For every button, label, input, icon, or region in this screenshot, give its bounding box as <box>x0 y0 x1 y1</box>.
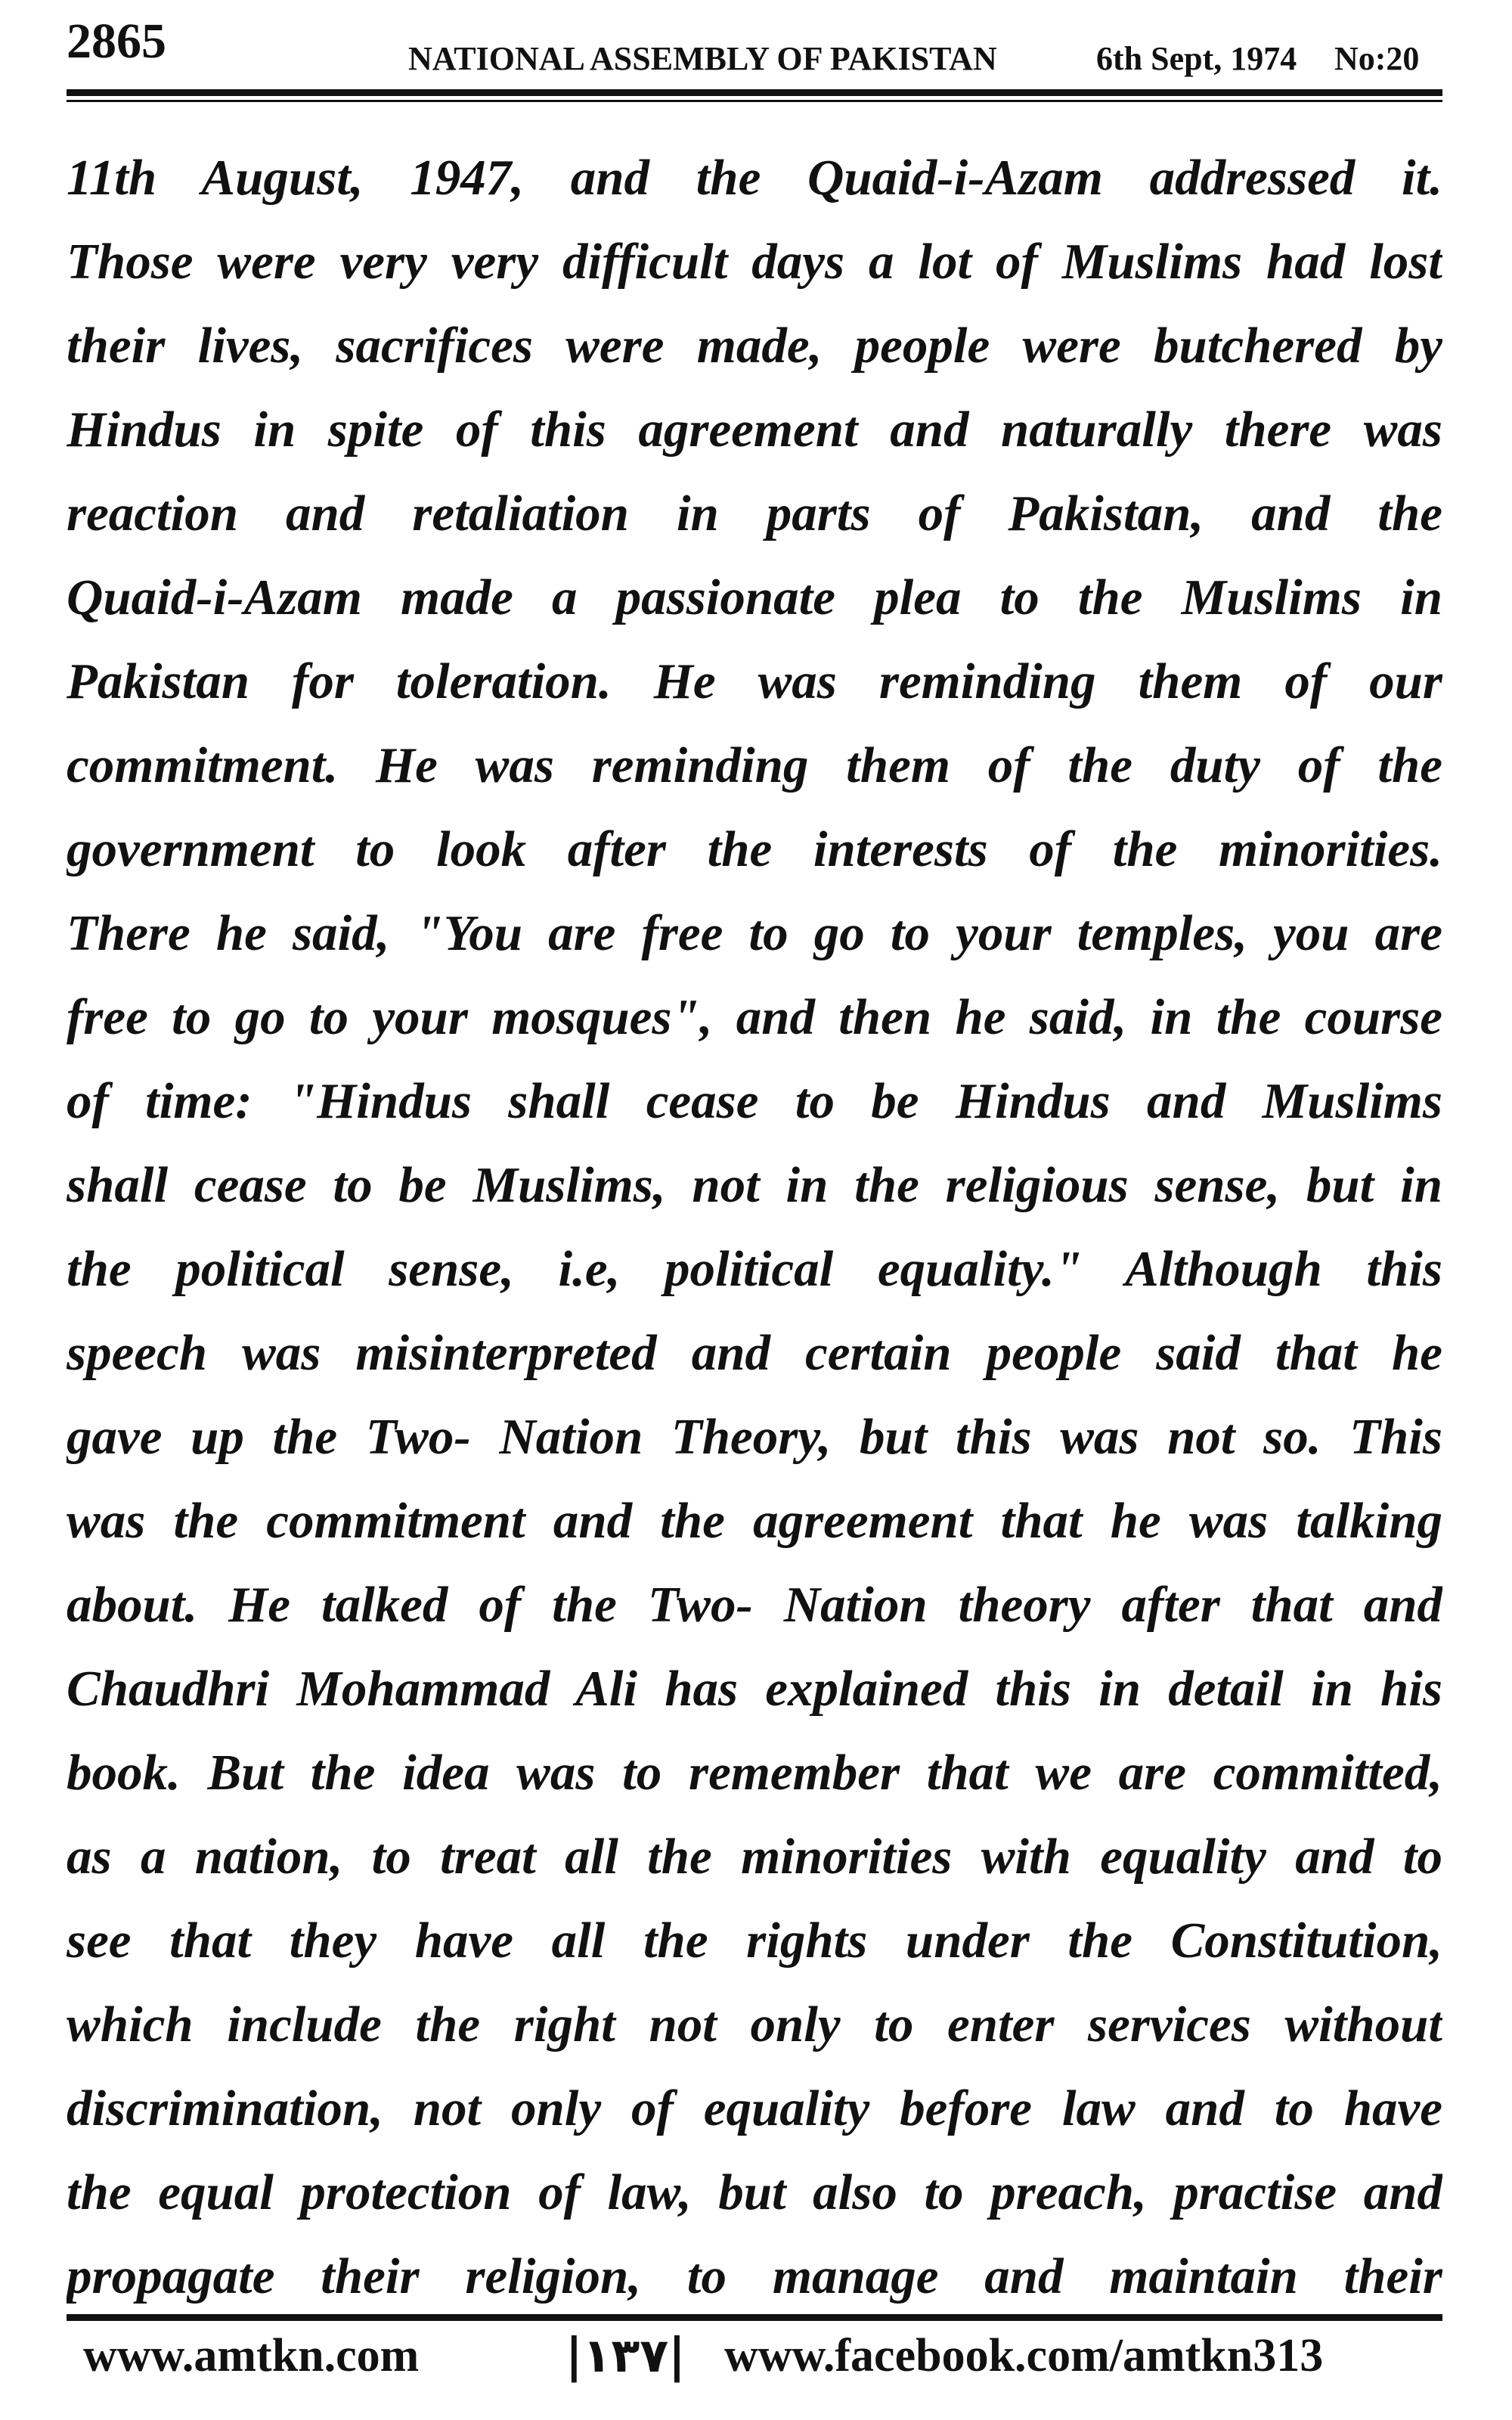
text-line: government to look after the interests of the minorities. <box>67 821 1442 877</box>
session-date: 6th Sept, 1974 <box>1096 40 1297 77</box>
header-rule-thin <box>67 100 1442 102</box>
text-line: Those were very very difficult days a lot of Muslims had lost <box>67 234 1442 290</box>
page-number: 2865 <box>67 14 166 69</box>
page-footer <box>67 2322 1442 2390</box>
text-line: about. He talked of the Two- Nation theory after that and <box>67 1577 1442 1633</box>
footer-rule <box>67 2314 1442 2321</box>
publication-title: NATIONAL ASSEMBLY OF PAKISTAN <box>408 40 997 77</box>
text-line: the political sense, i.e, political equality." Although this <box>67 1241 1442 1297</box>
text-line: discrimination, not only of equality before law and to have <box>67 2080 1442 2136</box>
text-line: see that they have all the rights under the Constitution, <box>67 1913 1442 1969</box>
text-line: gave up the Two- Nation Theory, but this was not so. This <box>67 1409 1442 1465</box>
issue-number: No:20 <box>1334 40 1420 77</box>
text-line: Quaid-i-Azam made a passionate plea to the Muslims in <box>67 569 1442 625</box>
text-line: as a nation, to treat all the minorities with equality and to <box>67 1829 1442 1885</box>
text-line: shall cease to be Muslims, not in the religious sense, but in <box>67 1157 1442 1213</box>
text-line: propagate their religion, to manage and maintain their <box>67 2248 1442 2304</box>
text-line: the equal protection of law, but also to preach, practise and <box>67 2164 1442 2220</box>
footer-page-marker: |۱۳۷| <box>565 2328 686 2383</box>
text-line: which include the right not only to enter services without <box>67 1996 1442 2052</box>
text-line: of time: "Hindus shall cease to be Hindus and Muslims <box>67 1073 1442 1129</box>
text-line: Chaudhri Mohammad Ali has explained this in detail in his <box>67 1661 1442 1717</box>
text-line: commitment. He was reminding them of the duty of the <box>67 737 1442 793</box>
text-line: Pakistan for toleration. He was reminding them of our <box>67 653 1442 709</box>
text-line: free to go to your mosques", and then he said, in the course <box>67 989 1442 1045</box>
text-line: 11th August, 1947, and the Quaid-i-Azam addressed it. <box>67 150 1442 206</box>
text-line: Hindus in spite of this agreement and naturally there was <box>67 402 1442 458</box>
text-line: was the commitment and the agreement that he was talking <box>67 1493 1442 1549</box>
text-line: There he said, "You are free to go to your temples, you are <box>67 905 1442 961</box>
text-line: book. But the idea was to remember that we are committed, <box>67 1745 1442 1801</box>
text-line: speech was misinterpreted and certain people said that he <box>67 1325 1442 1381</box>
text-line: their lives, sacrifices were made, people were butchered by <box>67 318 1442 374</box>
header-rule-thick <box>67 89 1442 96</box>
website-link[interactable]: www.amtkn.com <box>83 2330 420 2381</box>
facebook-link[interactable]: www.facebook.com/amtkn313 <box>724 2330 1324 2381</box>
speech-text <box>67 136 1442 2319</box>
text-line: reaction and retaliation in parts of Pakistan, and the <box>67 486 1442 541</box>
